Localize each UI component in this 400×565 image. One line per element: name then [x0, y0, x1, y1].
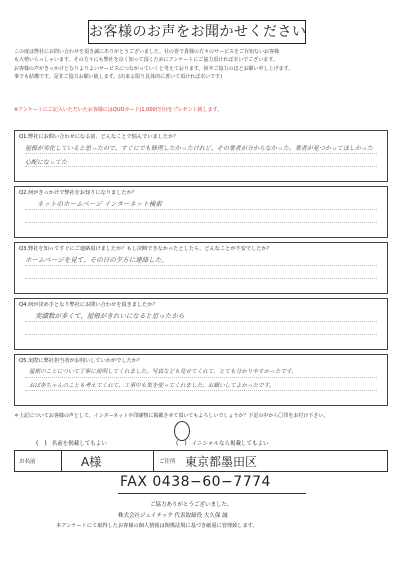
intro-line: この度は弊社にお問い合わせを頂き誠にありがとうございました。社の皆で貴様の方々のサービスをご存知ないお客様: [14, 49, 280, 55]
intro-line: 事でも結構です。是非ご協力お願い致します。(出来る限り具体的に書いて頂ければ幸いです): [14, 74, 223, 81]
intro-line: も大勢いらっしゃいます。その方々にも弊社を良く知って頂くためにアンケートにご協力頂ければ幸いでございます。: [14, 57, 278, 64]
option-b-bracket: ( ): [176, 440, 187, 447]
question-4-answer: 実績数が多くて、屋根がきれいになると思ったから: [35, 312, 185, 320]
question-3-answer: ホームページを見て、その日の夕方に連絡した。: [25, 256, 168, 264]
question-2-answer: ネットのホームページ インターネット検索: [37, 200, 162, 208]
name-divider: [61, 451, 62, 471]
footer-thanks: ご協力ありがとうございました。: [150, 502, 233, 508]
fax-number: FAX 0438−60−7774: [120, 474, 271, 490]
intro-text: [14, 48, 390, 82]
question-5-label: Q5.実際に弊社担当者がお伺いしていかがでしたか？: [19, 358, 143, 364]
answer-line: [25, 166, 377, 167]
option-a-bracket: ( ): [36, 440, 47, 447]
answer-line: [25, 209, 377, 210]
question-5-answer: おばあちゃんのことも考えてくれて、工事中も気を使ってくれました。お願いしてよかったです。: [29, 383, 275, 389]
option-a-label: 名前を掲載してもよい: [51, 441, 107, 447]
name-value: A様: [81, 455, 102, 469]
consent-option-a[interactable]: [36, 430, 107, 449]
question-2-label: Q2.何がきっかけで弊社をお知りになりましたか？: [19, 190, 137, 196]
question-1-label: Q1.弊社にお問い合わせになる前、どんなことで悩んでいましたか？: [19, 134, 179, 140]
question-4-box: [14, 298, 388, 350]
question-3-label: Q3.弊社を知ってすぐにご連絡頂けましたか？もし決断できなかったとしたら、どんなことが不安でしたか？: [19, 246, 272, 252]
intro-line: お客様の声がきっかけとなりよりよいサービスにつながっていくと考えております。何卒ご協力のほどお願い申し上げます。: [14, 65, 294, 72]
question-5-answer: 屋根のことについて丁寧に説明してくれました。写真なども見せてくれて、とても分かりやすかったです。: [29, 369, 297, 375]
fax-underline: [118, 493, 306, 494]
footer-privacy: 本アンケートにて取得したお客様の個人情報は関係法規に基づき厳重に管理致します。: [56, 523, 258, 529]
name-address-row: [14, 450, 388, 472]
answer-line: [25, 265, 377, 266]
answer-line: [25, 222, 377, 223]
name-address-divider: [153, 451, 154, 471]
answer-line: [25, 390, 377, 391]
answer-line: [25, 278, 377, 279]
footer-company: 株式会社ジェイテック 代表取締役 大久保 誠: [118, 513, 228, 519]
option-b-label: イニシャルなら掲載してもよい: [191, 441, 269, 447]
answer-line: [25, 334, 377, 335]
answer-line: [25, 377, 377, 378]
question-2-box: [14, 186, 388, 238]
question-3-box: [14, 242, 388, 294]
address-label: ご住所: [159, 459, 176, 465]
question-5-box: [14, 354, 388, 406]
consent-question: ＊上記についてお客様の声として、インターネットや印刷物に掲載させて頂いてもよろしいでしょうか？下記の中から〇印をお付け下さい。: [14, 413, 329, 419]
question-1-answer: 心配になってた: [25, 159, 68, 166]
question-4-label: Q4.何が決め手となり弊社にお問い合わせを頂きましたか？: [19, 302, 158, 308]
answer-line: [25, 153, 377, 154]
answer-line: [25, 321, 377, 322]
question-1-answer: 屋根が劣化していると思ったので、すぐにでも修理したかったけれど、その業者が分からなかった。業者が見つかってほしかった: [25, 145, 373, 152]
name-label: お名前: [19, 459, 36, 465]
question-1-box: [14, 130, 388, 182]
selected-circle-mark: [174, 421, 190, 441]
red-note: ※アンケートにご記入いただいたお客様にはQUOカード(1,000円分)をプレゼント致します。: [14, 107, 223, 113]
address-value: 東京都墨田区: [185, 455, 258, 469]
page-title: お客様のお声をお聞かせください: [88, 20, 306, 44]
